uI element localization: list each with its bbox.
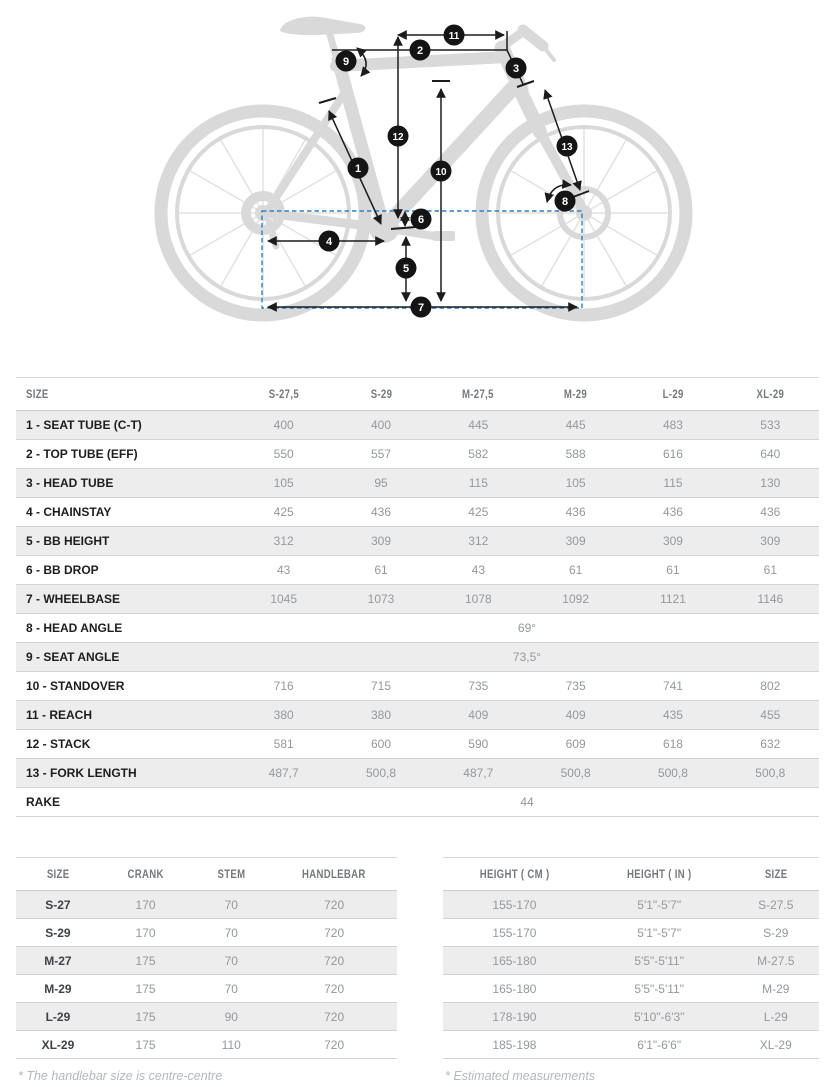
cell-value: 61 [374,563,388,577]
cell-value: 1073 [367,592,395,606]
column-header: HEIGHT ( CM ) [443,858,586,891]
column-header: XL-29 [722,378,819,411]
cell-value: 409 [468,708,489,722]
column-header: M-27,5 [430,378,527,411]
row-label: 165-180 [492,953,537,968]
cell-value: 1121 [660,592,686,606]
cell-value: 400 [273,418,294,432]
cell-value: 5'1"-5'7" [637,897,682,912]
cell-value: 1092 [562,592,589,606]
geometry-row [16,759,819,788]
geometry-table [16,377,819,817]
svg-text:7: 7 [417,302,425,314]
geometry-row [16,672,819,701]
table-row [443,975,819,1003]
cell-value: 500,8 [365,766,396,780]
cell-value: M-27.5 [757,953,795,968]
cell-value: 487,7 [463,766,494,780]
cell-value: 720 [324,925,345,940]
row-label: 1 - SEAT TUBE (C-T) [26,418,142,432]
cell-value: 90 [224,1009,238,1024]
cell-value: 720 [324,953,345,968]
components-table [16,857,397,1059]
cell-value: 312 [273,534,294,548]
cell-value: 1146 [757,592,784,606]
cell-value: 735 [468,679,489,693]
table-row [443,919,819,947]
row-label: L-29 [45,1009,71,1024]
cell-value: 380 [370,708,391,722]
cell-value: 43 [471,563,485,577]
cell-value: 600 [370,737,391,751]
row-span-value: 73,5° [512,650,542,664]
geometry-row [16,701,819,730]
row-label: 10 - STANDOVER [26,679,125,693]
svg-text:6: 6 [417,214,425,226]
geometry-row [16,498,819,527]
row-label: S-27 [45,897,71,912]
table-row [16,1003,397,1031]
row-label: 11 - REACH [26,708,93,722]
cell-value: 487,7 [268,766,299,780]
svg-text:13: 13 [561,142,573,153]
svg-text:3: 3 [512,63,520,75]
components-header-row [16,858,397,891]
geometry-row [16,614,819,643]
cell-value: 557 [370,447,391,461]
cell-value: 309 [760,534,781,548]
cell-value: 175 [135,981,156,996]
svg-text:12: 12 [392,132,404,143]
row-label: S-29 [45,925,71,940]
cell-value: 115 [663,476,683,490]
svg-text:5: 5 [402,263,410,275]
table-row [16,891,397,919]
row-label: 4 - CHAINSTAY [26,505,112,519]
cell-value: 70 [224,953,238,968]
cell-value: 170 [135,897,156,912]
cell-value: 802 [760,679,781,693]
cell-value: 533 [760,418,781,432]
row-label: 155-170 [492,897,537,912]
callout-badge-3 [506,58,527,79]
column-header: CRANK [100,858,191,891]
row-label: 185-198 [492,1037,537,1052]
row-label: M-29 [44,981,72,996]
callout-badge-8 [555,191,576,212]
cell-value: 70 [224,981,238,996]
row-label: M-27 [44,953,72,968]
svg-text:4: 4 [325,236,333,248]
row-span-value: 69° [517,621,537,635]
bike-silhouette [161,17,686,315]
front-wheel [482,111,686,315]
cell-value: 640 [760,447,781,461]
row-label: 6 - BB DROP [26,563,99,577]
sizing-table [443,857,819,1059]
cell-value: 500,8 [560,766,591,780]
cell-value: 582 [468,447,489,461]
row-label: 3 - HEAD TUBE [26,476,114,490]
cell-value: 720 [324,1037,345,1052]
row-label: RAKE [26,795,61,809]
cell-value: 720 [324,981,345,996]
cell-value: 175 [135,1009,156,1024]
row-label: 12 - STACK [26,737,91,751]
callout-badge-13 [557,136,578,157]
callout-badge-2 [410,40,431,61]
geometry-row [16,527,819,556]
column-header: M-29 [527,378,624,411]
cell-value: 175 [135,1037,156,1052]
callout-badge-11 [444,25,465,46]
row-label: 178-190 [492,1009,537,1024]
cell-value: 483 [662,418,683,432]
geometry-row [16,730,819,759]
column-header: STEM [191,858,271,891]
cell-value: 1078 [464,592,492,606]
bike-geometry-diagram [16,0,835,368]
callout-badge-4 [319,231,340,252]
column-header: SIZE [16,378,235,411]
table-row [443,947,819,975]
cell-value: 500,8 [657,766,688,780]
cell-value: S-27.5 [758,897,794,912]
column-header: L-29 [624,378,721,411]
row-label: 5 - BB HEIGHT [26,534,110,548]
geometry-row [16,556,819,585]
cell-value: 175 [135,953,156,968]
sizing-column [443,857,819,1083]
cell-value: 425 [273,505,294,519]
cell-value: 1045 [270,592,298,606]
callout-badge-7 [411,297,432,318]
callout-badge-9 [336,51,357,72]
geometry-row [16,469,819,498]
svg-text:1: 1 [354,163,362,175]
cell-value: 5'1"-5'7" [637,925,682,940]
table-row [443,1003,819,1031]
cell-value: 632 [760,737,781,751]
geometry-row [16,411,819,440]
cell-value: 425 [468,505,489,519]
sizing-header-row [443,858,819,891]
table-row [443,891,819,919]
row-label: 7 - WHEELBASE [26,592,121,606]
cell-value: 380 [273,708,294,722]
cell-value: 436 [760,505,781,519]
cell-value: 105 [273,476,294,490]
cell-value: 312 [468,534,489,548]
table-row [16,919,397,947]
geometry-header-row [16,378,819,411]
column-header: HEIGHT ( IN ) [586,858,733,891]
cell-value: 716 [273,679,294,693]
cell-value: 445 [468,418,489,432]
cell-value: 445 [565,418,586,432]
row-label: 8 - HEAD ANGLE [26,621,123,635]
cell-value: 616 [662,447,683,461]
table-row [16,1031,397,1059]
cell-value: 130 [760,476,781,490]
table-row [16,975,397,1003]
svg-text:2: 2 [416,45,424,57]
cell-value: 95 [374,476,388,490]
svg-text:11: 11 [448,31,460,42]
cell-value: 70 [224,897,238,912]
cell-value: 618 [662,737,683,751]
cell-value: M-29 [762,981,790,996]
cell-value: 741 [662,679,683,693]
cell-value: 720 [324,897,345,912]
svg-text:10: 10 [435,167,447,178]
cell-value: 715 [370,679,391,693]
cell-value: XL-29 [759,1037,792,1052]
table-row [443,1031,819,1059]
cell-value: 435 [662,708,683,722]
callout-badge-1 [348,158,369,179]
cell-value: 609 [565,737,586,751]
cell-value: 409 [565,708,586,722]
row-label: 2 - TOP TUBE (EFF) [26,447,138,461]
cell-value: 5'5"-5'11" [634,981,684,996]
geometry-row [16,585,819,614]
column-header: S-29 [332,378,429,411]
cell-value: 436 [565,505,586,519]
cell-value: S-29 [763,925,789,940]
cell-value: 400 [370,418,391,432]
cell-value: 61 [666,563,680,577]
cell-value: 720 [324,1009,345,1024]
callout-badge-10 [431,161,452,182]
cell-value: 455 [760,708,781,722]
cell-value: 309 [370,534,391,548]
column-header: HANDLEBAR [271,858,397,891]
cell-value: 500,8 [755,766,786,780]
geometry-row [16,643,819,672]
row-label: 9 - SEAT ANGLE [26,650,120,664]
cell-value: 436 [662,505,683,519]
cell-value: 6'1"-6'6" [637,1037,682,1052]
callout-badge-5 [396,258,417,279]
cell-value: 309 [565,534,586,548]
row-label: XL-29 [41,1037,75,1052]
cell-value: 5'10"-6'3" [633,1009,685,1024]
cell-value: 590 [468,737,489,751]
row-label: 165-180 [492,981,537,996]
column-header: S-27,5 [235,378,332,411]
cell-value: L-29 [763,1009,788,1024]
components-column [16,857,397,1083]
cell-value: 309 [662,534,683,548]
cell-value: 550 [273,447,294,461]
row-label: 155-170 [492,925,537,940]
row-span-value: 44 [520,795,534,809]
cell-value: 61 [763,563,777,577]
cell-value: 105 [565,476,586,490]
bottom-tables [16,857,819,1083]
cell-value: 436 [370,505,391,519]
estimated-footnote: * Estimated measurements [445,1069,596,1083]
cell-value: 5'5"-5'11" [634,953,684,968]
svg-text:8: 8 [561,196,569,208]
geometry-row [16,788,819,817]
cell-value: 110 [221,1037,241,1052]
cell-value: 70 [224,925,238,940]
column-header: SIZE [733,858,820,891]
row-label: 13 - FORK LENGTH [26,766,137,780]
cell-value: 581 [273,737,294,751]
cell-value: 735 [565,679,586,693]
cell-value: 115 [468,476,488,490]
column-header: SIZE [16,858,100,891]
callout-badge-12 [388,126,409,147]
svg-text:9: 9 [342,56,350,68]
cell-value: 170 [135,925,156,940]
cell-value: 61 [568,563,583,577]
cell-value: 43 [276,563,291,577]
handlebar-footnote: * The handlebar size is centre-centre [18,1069,223,1083]
table-row [16,947,397,975]
cell-value: 588 [565,447,586,461]
callout-badge-6 [411,209,432,230]
geometry-row [16,440,819,469]
